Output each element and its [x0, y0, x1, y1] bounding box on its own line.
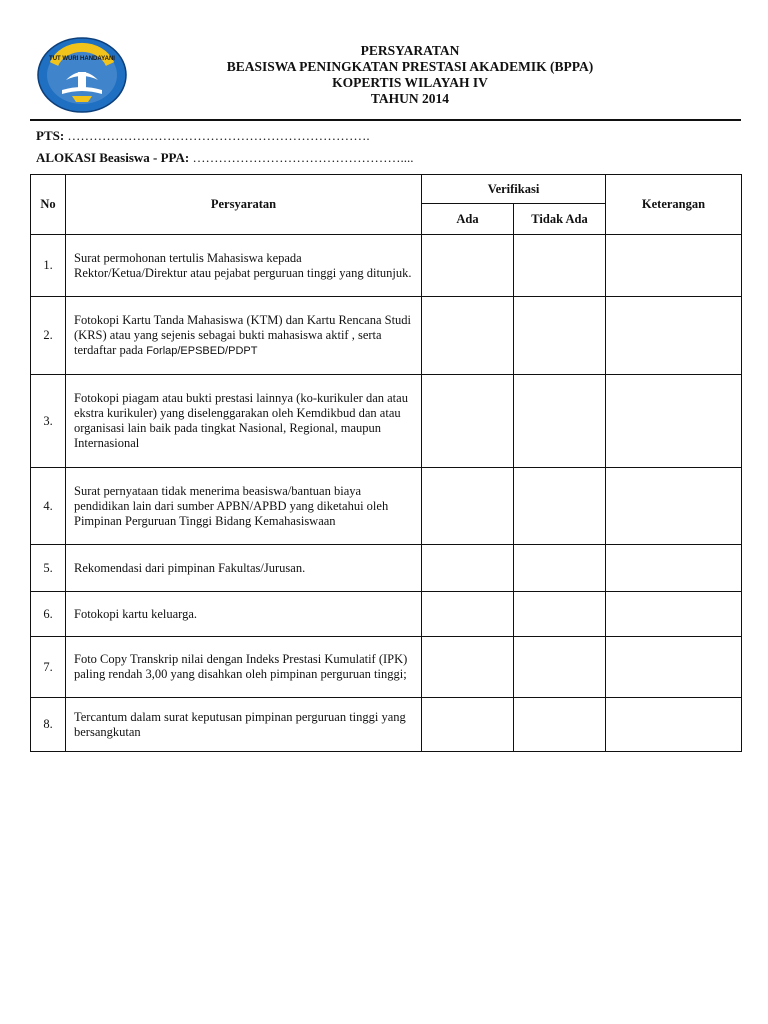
cell-keterangan[interactable]: [606, 637, 742, 698]
row-number: 8.: [31, 698, 66, 752]
row-requirement: Surat pernyataan tidak menerima beasiswa/bantuan biaya pendidikan lain dari sumber APBN/APBD yang diketahui oleh Pimpinan Perguruan Tinggi Bidang Kemahasiswaan: [66, 468, 422, 545]
cell-tidak-ada[interactable]: [514, 375, 606, 468]
row-number: 5.: [31, 545, 66, 592]
header-tidak-ada: Tidak Ada: [514, 204, 606, 235]
cell-ada[interactable]: [422, 545, 514, 592]
cell-keterangan[interactable]: [606, 545, 742, 592]
table-row: [31, 468, 742, 545]
cell-tidak-ada[interactable]: [514, 235, 606, 297]
alokasi-label: ALOKASI Beasiswa - PPA:: [36, 150, 190, 165]
cell-tidak-ada[interactable]: [514, 297, 606, 375]
requirements-table: [30, 174, 742, 752]
row-number: 4.: [31, 468, 66, 545]
table-row: [31, 297, 742, 375]
row-requirement: Tercantum dalam surat keputusan pimpinan perguruan tinggi yang bersangkutan: [66, 698, 422, 752]
table-row: [31, 592, 742, 637]
row-number: 3.: [31, 375, 66, 468]
header-region: KOPERTIS WILAYAH IV: [332, 75, 488, 90]
row-requirement: [66, 297, 422, 375]
cell-ada[interactable]: [422, 592, 514, 637]
row-number: 6.: [31, 592, 66, 637]
row-number: 1.: [31, 235, 66, 297]
header-ada: Ada: [422, 204, 514, 235]
cell-keterangan[interactable]: [606, 235, 742, 297]
cell-keterangan[interactable]: [606, 592, 742, 637]
cell-ada[interactable]: [422, 235, 514, 297]
pts-label: PTS:: [36, 128, 65, 143]
cell-tidak-ada[interactable]: [514, 545, 606, 592]
tut-wuri-handayani-logo: [36, 36, 128, 114]
table-row: [31, 235, 742, 297]
row-number: 2.: [31, 297, 66, 375]
logo-motto: TUT WURI HANDAYANI: [49, 56, 115, 62]
header-divider: [30, 119, 741, 121]
alokasi-blank: …………………………………………....: [189, 150, 414, 165]
cell-tidak-ada[interactable]: [514, 637, 606, 698]
header-persyaratan: Persyaratan: [66, 175, 422, 235]
cell-ada[interactable]: [422, 637, 514, 698]
row-requirement: Fotokopi kartu keluarga.: [66, 592, 422, 637]
row-requirement: Fotokopi piagam atau bukti prestasi lainnya (ko-kurikuler dan atau ekstra kurikuler) yang diselenggarakan oleh Kemdikbud dan atau organisasi lain baik pada tingkat Nasional, Regional, maupun Internasional: [66, 375, 422, 468]
cell-ada[interactable]: [422, 375, 514, 468]
alokasi-field: [36, 150, 413, 166]
cell-ada[interactable]: [422, 297, 514, 375]
cell-keterangan[interactable]: [606, 297, 742, 375]
cell-ada[interactable]: [422, 698, 514, 752]
cell-keterangan[interactable]: [606, 375, 742, 468]
table-row: [31, 637, 742, 698]
pts-blank: …………………………………………………………….: [64, 128, 370, 143]
cell-ada[interactable]: [422, 468, 514, 545]
header-program: BEASISWA PENINGKATAN PRESTASI AKADEMIK (BPPA): [226, 59, 594, 74]
table-row: [31, 698, 742, 752]
row-requirement-systems: Forlap/EPSBED/PDPT: [146, 344, 258, 357]
row-requirement: Rekomendasi dari pimpinan Fakultas/Jurusan.: [66, 545, 422, 592]
cell-keterangan[interactable]: [606, 468, 742, 545]
header-keterangan: Keterangan: [606, 175, 742, 235]
document-header: [130, 43, 690, 107]
pts-field: [36, 128, 370, 144]
cell-tidak-ada[interactable]: [514, 468, 606, 545]
row-requirement-text: Fotokopi Kartu Tanda Mahasiswa (KTM) dan Kartu Rencana Studi (KRS) atau yang sejenis sebagai bukti mahasiswa aktif , serta terdaftar pada: [74, 312, 412, 357]
header-verifikasi: Verifikasi: [422, 175, 606, 204]
row-requirement: Surat permohonan tertulis Mahasiswa kepada Rektor/Ketua/Direktur atau pejabat perguruan tinggi yang ditunjuk.: [66, 235, 422, 297]
cell-tidak-ada[interactable]: [514, 592, 606, 637]
cell-tidak-ada[interactable]: [514, 698, 606, 752]
header-year: TAHUN 2014: [370, 91, 450, 106]
cell-keterangan[interactable]: [606, 698, 742, 752]
header-title: PERSYARATAN: [360, 43, 460, 58]
header-no: No: [31, 175, 66, 235]
row-requirement: Foto Copy Transkrip nilai dengan Indeks Prestasi Kumulatif (IPK) paling rendah 3,00 yang disahkan oleh pimpinan perguruan tinggi;: [66, 637, 422, 698]
table-row: [31, 545, 742, 592]
row-number: 7.: [31, 637, 66, 698]
table-row: [31, 375, 742, 468]
